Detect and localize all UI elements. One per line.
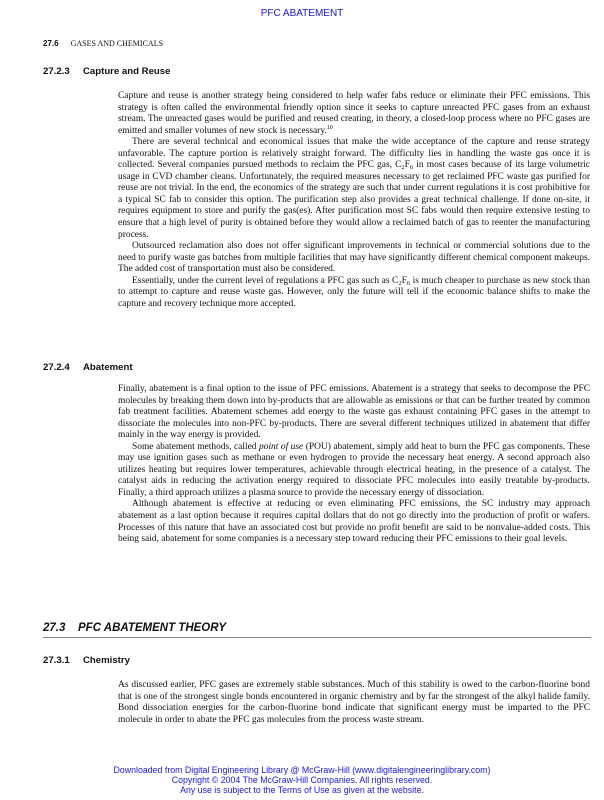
- section-heading-abatement: [43, 362, 133, 373]
- paragraph: Although abatement is effective at reducing or even eliminating PFC emissions, the SC industry may approach abatement as a last option because it requires capital dollars that do not go directly into the production of profit or wafers. Processes of this nature that have an associated cost but provide no profit benefit are said to be nonvalue-added costs. This being said, abatement for some companies is a necessary step toward reducing their PFC emissions to their goal levels.: [118, 499, 590, 545]
- paragraph: Outsourced reclamation also does not offer significant improvements in technical or commercial solutions due to the need to purify waste gas batches from multiple facilities that may have significantly different chemical component makeups. The added cost of transportation must also be considered.: [118, 241, 590, 275]
- subscript: 6: [409, 164, 414, 172]
- section-heading-capture-reuse: [43, 66, 170, 77]
- footer-terms-link[interactable]: Any use is subject to the Terms of Use as given at the website.: [180, 785, 424, 796]
- abatement-body: [118, 384, 590, 546]
- capture-reuse-body: [118, 91, 590, 310]
- subscript: 2: [401, 164, 405, 172]
- page-number: 27.6: [43, 39, 59, 48]
- text-run: Capture and reuse is another strategy being considered to help wafer fabs reduce or eliminate their PFC emissions. This strategy is often called the environmental friendly option since it seeks to capture unreacted PFC gases from an exhaust stream. The unreacted gases would be purified and reused creating, in theory, a closed-loop process where no PFC gases are emitted and smaller volumes of new stock is necessary.: [118, 91, 590, 136]
- section-title: Capture and Reuse: [83, 66, 171, 77]
- paragraph: [118, 442, 590, 500]
- running-head-title: GASES AND CHEMICALS: [70, 39, 164, 48]
- text-run: Some abatement methods, called: [132, 441, 259, 452]
- paragraph: As discussed earlier, PFC gases are extremely stable substances. Much of this stability is owed to the carbon-fluorine bond that is one of the strongest single bonds encountered in organic chemistry and by far the strongest of the alkyl halide family. Bond dissociation energies for the carbon-fluorine bond indicate that significant energy must be imparted to the PFC molecule in order to abate the PFC gas molecules from the process waste stream.: [118, 680, 590, 725]
- paragraph: [118, 137, 590, 241]
- download-footer: [0, 765, 604, 796]
- section-number: 27.2.3: [43, 66, 70, 77]
- section-number: 27.2.4: [43, 362, 70, 373]
- text-run: (POU) abatement, simply add heat to burn the PFC gas components. These may use ignition gases such as methane or even hydrogen to provide the necessary heat energy. A second approach also utilizes heating but requires lower temperatures, achievable through electrical heating, in the presence of a catalyst. The catalyst aids in reducing the activation energy required to dissociate PFC molecules into easily treatable by-products. Finally, a third approach utilizes a plasma source to provide the necessary energy of dissociation.: [118, 441, 590, 498]
- emphasis: point of use: [259, 441, 304, 452]
- top-banner-title: PFC ABATEMENT: [260, 8, 344, 19]
- text-run: is much cheaper to purchase as new stock than to attempt to capture and reuse waste gas. However, only the future will tell if the economic balance shifts to make the capture and recovery technique more accepted.: [118, 275, 590, 309]
- text-run: There are several technical and economical issues that make the wide acceptance of the capture and reuse strategy unfavorable. The capture portion is relatively straight forward. The difficulty lies in handling the waste gas once it is collected. Several companies pursued methods to reclaim the PFC gas, C: [118, 137, 590, 171]
- paragraph: [118, 91, 590, 137]
- section-title: Abatement: [83, 362, 133, 373]
- section-title: Chemistry: [83, 655, 130, 666]
- paragraph: [118, 276, 590, 311]
- footer-copyright: Copyright © 2004 The McGraw-Hill Companies. All rights reserved.: [171, 775, 433, 786]
- section-heading-chemistry: [43, 655, 130, 666]
- text-run: F: [404, 160, 410, 171]
- chapter-section-number: 27.3: [43, 622, 66, 634]
- text-run: F: [401, 275, 407, 286]
- reference-superscript: 10: [326, 124, 333, 131]
- chapter-section-title: PFC ABATEMENT THEORY: [78, 622, 227, 634]
- footer-download-link[interactable]: Downloaded from Digital Engineering Library @ McGraw-Hill (www.digitalengineeringlibrary.com): [113, 765, 491, 775]
- text-run: in most cases because of its large volumetric usage in CVD chamber cleans. Unfortunately, the required measures necessary to get reclaimed PFC waste gas purified for reuse are not trivial. In the end, the economics of the strategy are such that under current regulations it is cost prohibitive for a typical SC fab to consider this option. The purification step also provides a great technical challenge. If done on-site, it requires equipment to store and purify the gas(es). After purification most SC fabs would then require extensive testing to ensure that a high level of purity is obtained before they would allow a reclaimed batch of gas to reenter the manufacturing process.: [118, 160, 590, 240]
- subscript: 6: [406, 279, 411, 287]
- chapter-heading-pfc-abatement-theory: [43, 622, 591, 638]
- text-run: Essentially, under the current level of regulations a PFC gas such as C: [132, 275, 399, 286]
- paragraph: Finally, abatement is a final option to the issue of PFC emissions. Abatement is a strategy that seeks to decompose the PFC molecules by breaking them down into by-products that are allowable as emissions or that can be further treated by common fab treatment facilities. Abatement schemes add energy to the waste gas exhaust containing PFC gases in the attempt to dissociate the molecules into non-PFC by-products. There are several different techniques utilized in abatement that differ mainly in the way energy is provided.: [118, 384, 590, 441]
- running-head: [43, 39, 163, 48]
- section-number: 27.3.1: [43, 655, 70, 666]
- chemistry-body: [118, 680, 590, 726]
- subscript: 2: [398, 279, 402, 287]
